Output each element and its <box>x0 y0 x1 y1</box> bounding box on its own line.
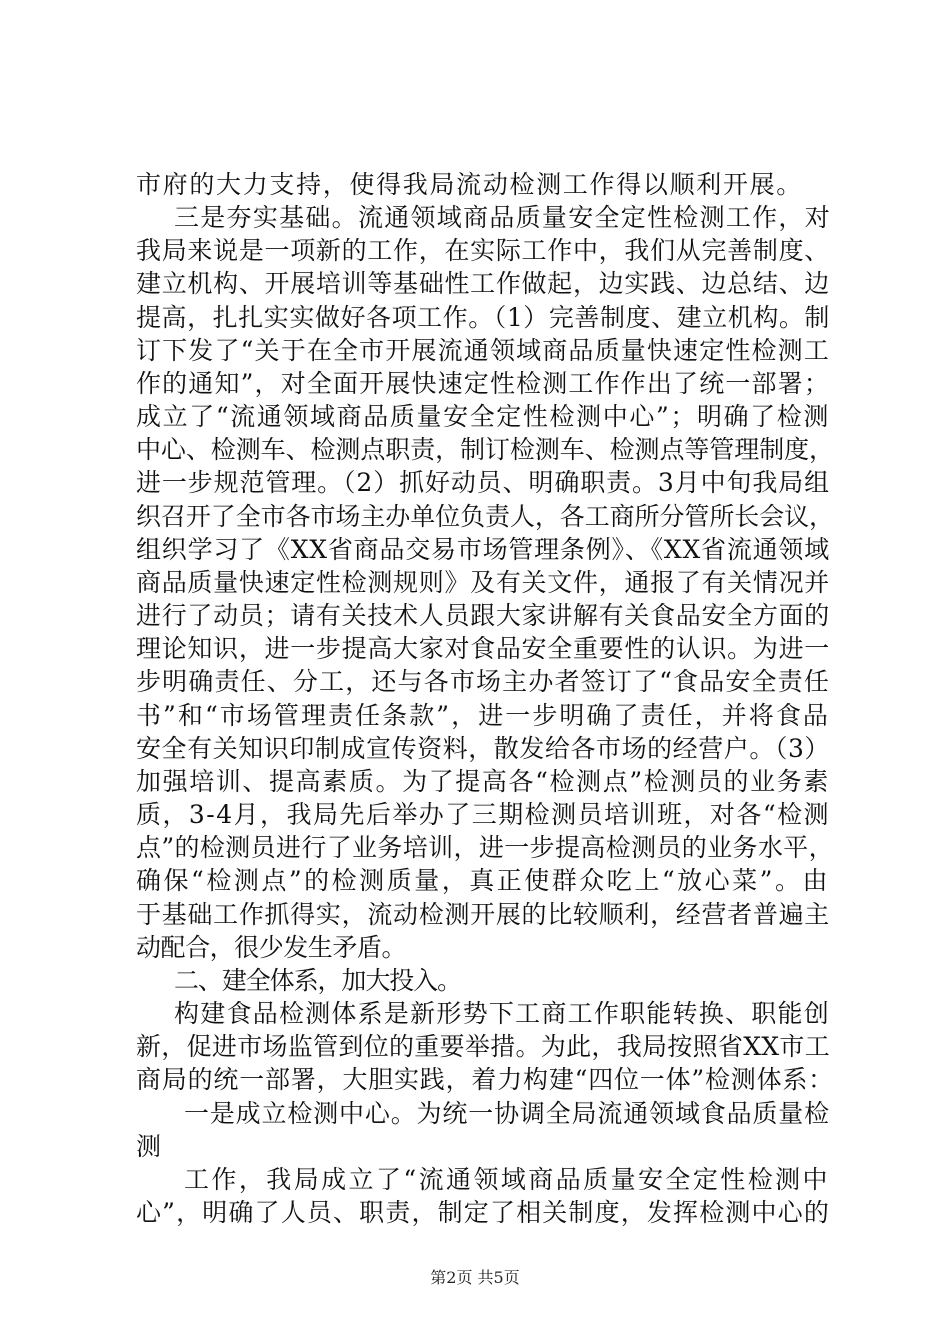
text-line: 织召开了全市各市场主办单位负责人，各工商所分管所长会议， <box>136 501 834 531</box>
text-line: 理论知识，进一步提高大家对食品安全重要性的认识。为进一 <box>136 634 830 664</box>
text-line: 于基础工作抓得实，流动检测开展的比较顺利，经营者普遍主 <box>136 899 830 929</box>
text-line: 订下发了“关于在全市开展流通领域商品质量快速定性检测工 <box>136 335 830 365</box>
text-line: 新，促进市场监管到位的重要举措。为此，我局按照省XX市工 <box>136 1032 830 1062</box>
text-line: 进行了动员；请有关技术人员跟大家讲解有关食品安全方面的 <box>136 601 830 631</box>
text-line: 商局的统一部署，大胆实践，着力构建“四位一体”检测体系： <box>136 1065 834 1095</box>
text-line: 工作，我局成立了“流通领域商品质量安全定性检测中 <box>184 1164 830 1194</box>
text-line: 构建食品检测体系是新形势下工商工作职能转换、职能创 <box>174 999 830 1029</box>
text-line: 组织学习了《XX省商品交易市场管理条例》、《XX省流通领域 <box>136 534 830 564</box>
text-line: 一是成立检测中心。为统一协调全局流通领域食品质量检 <box>184 1098 830 1128</box>
text-line: 提高，扎扎实实做好各项工作。（1）完善制度、建立机构。制 <box>136 302 830 332</box>
text-line: 二、建全体系，加大投入。 <box>174 965 461 995</box>
text-line: 我局来说是一项新的工作，在实际工作中，我们从完善制度、 <box>136 236 830 266</box>
text-line: 加强培训、提高素质。为了提高各“检测点”检测员的业务素 <box>136 766 830 796</box>
text-line: 测 <box>136 1131 162 1161</box>
text-line: 点”的检测员进行了业务培训，进一步提高检测员的业务水平， <box>136 833 834 863</box>
text-line: 质，3-4月，我局先后举办了三期检测员培训班，对各“检测 <box>136 800 830 830</box>
page-footer: 第2页 共5页 <box>430 1268 520 1287</box>
text-line: 步明确责任、分工，还与各市场主办者签订了“食品安全责任 <box>136 667 830 697</box>
text-line: 动配合，很少发生矛盾。 <box>136 932 406 962</box>
text-line: 心”，明确了人员、职责，制定了相关制度，发挥检测中心的 <box>136 1198 830 1227</box>
text-line: 中心、检测车、检测点职责，制订检测车、检测点等管理制度， <box>136 435 834 465</box>
text-line: 市府的大力支持，使得我局流动检测工作得以顺利开展。 <box>136 170 803 199</box>
text-line: 成立了“流通领域商品质量安全定性检测中心”；明确了检测 <box>136 402 830 432</box>
text-line: 书”和“市场管理责任条款”，进一步明确了责任，并将食品 <box>136 700 830 730</box>
text-line: 建立机构、开展培训等基础性工作做起，边实践、边总结、边 <box>136 269 830 299</box>
text-line: 安全有关知识印制成宣传资料，散发给各市场的经营户。（3） <box>136 733 830 763</box>
text-line: 三是夯实基础。流通领域商品质量安全定性检测工作，对 <box>174 203 831 233</box>
text-line: 确保“检测点”的检测质量，真正使群众吃上“放心菜”。由 <box>136 866 830 896</box>
text-line: 进一步规范管理。（2）抓好动员、明确职责。3月中旬我局组 <box>136 468 830 498</box>
text-line: 商品质量快速定性检测规则》及有关文件，通报了有关情况并 <box>136 567 830 597</box>
text-line: 作的通知”，对全面开展快速定性检测工作作出了统一部署； <box>136 368 830 398</box>
